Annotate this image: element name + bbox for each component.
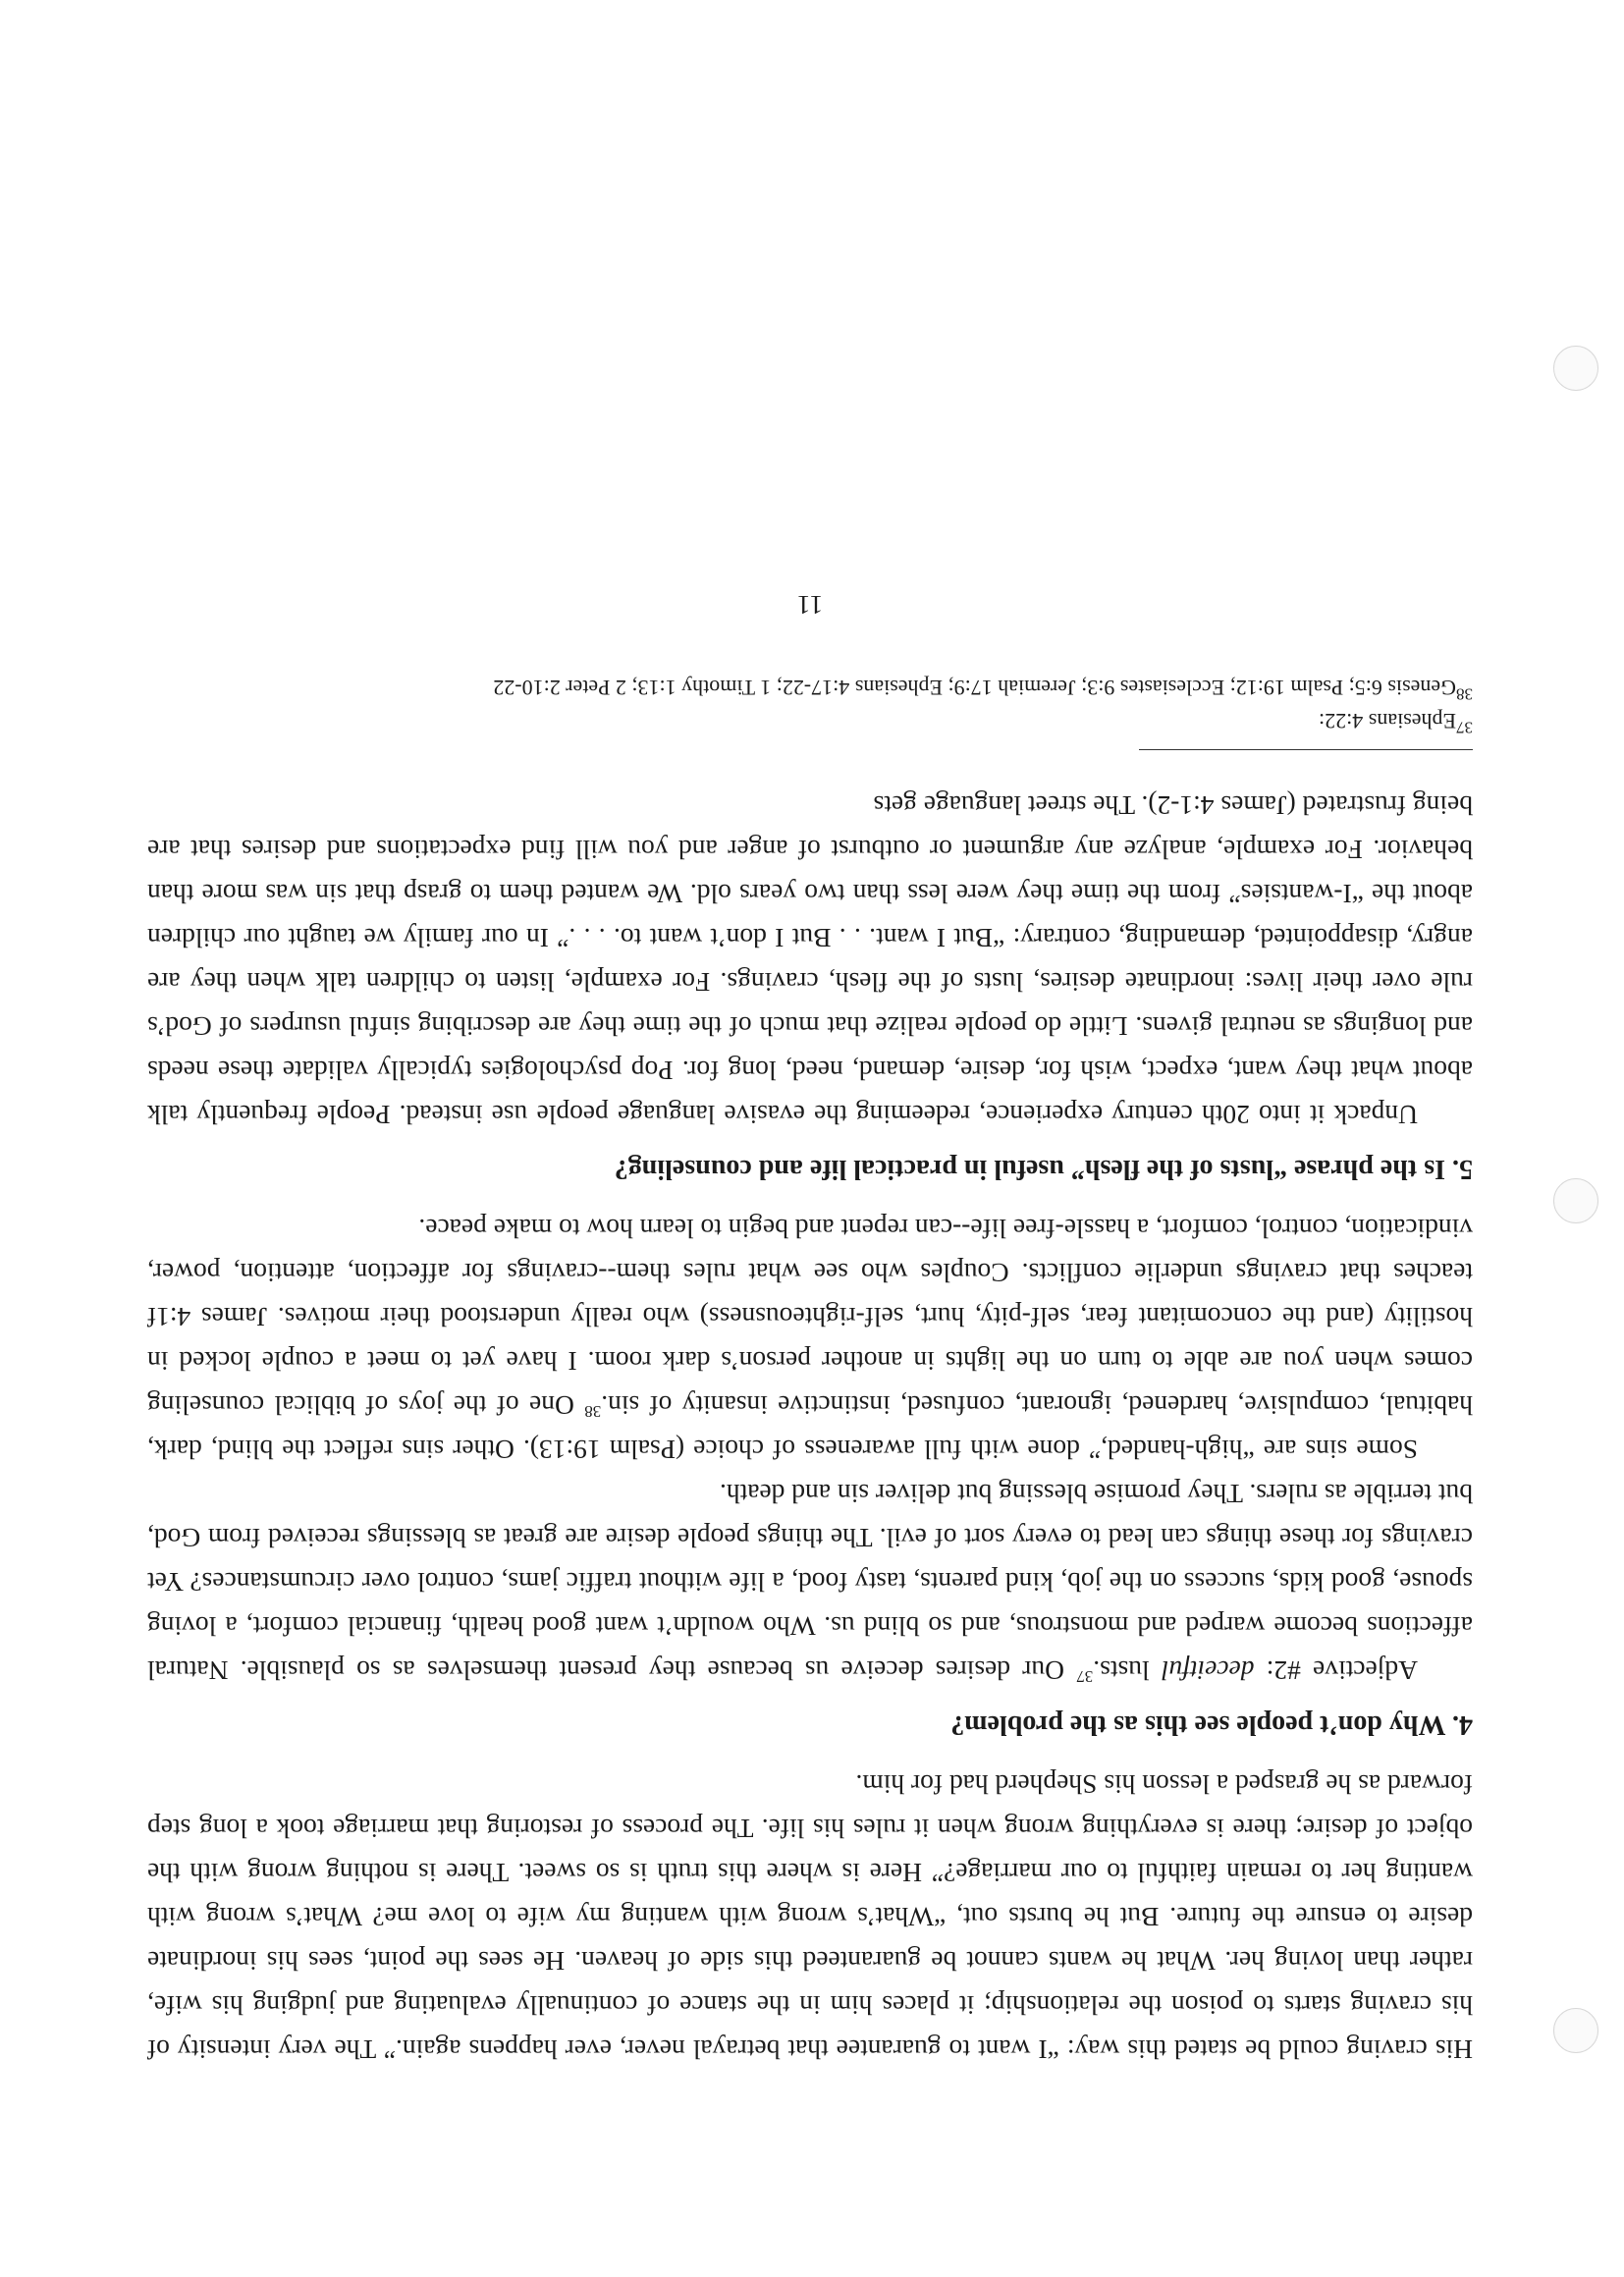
footnote-37 bbox=[147, 704, 1473, 737]
paragraph-3 bbox=[147, 1207, 1473, 1472]
hole-punch-bottom bbox=[1553, 2008, 1598, 2053]
paragraph-3-lead: Some sins are “high-handed,” done with full awareness of choice (Psalm 19:13). Other sins reflect the blind, dark, habitual, compulsive, hardened, ignorant, confused, instinctive insanity of sin. bbox=[147, 1390, 1473, 1465]
footnote-ref-37: 37 bbox=[1076, 1667, 1094, 1687]
paragraph-2 bbox=[147, 1472, 1473, 1693]
paragraph-3-rest: One of the joys of biblical counseling comes when you are able to turn on the lights in another person’s dark room. I have yet to meet a couple locked in hostility (and the concomitant fear, self-pity, hurt, self-righteousness) who really understood their motives. James 4:1f teaches that cravings underlie conflicts. Couples who see what rules them--cravings for affection, attention, power, vindication, control, comfort, a hassle-free life--can repent and begin to learn how to make peace. bbox=[146, 1214, 1473, 1421]
question-4-heading: 4. Why don’t people see this as the problem? bbox=[950, 1709, 1473, 1740]
paragraph-2-rest: Our desires deceive us because they present themselves as so plausible. Natural affections become warped and monstrous, and so blind us. Who wouldn’t want good health, financial comfort, a loving spouse, good kids, success on the job, kind parents, tasty food, a life without traffic jams, control over circumstances? Yet cravings for these things can lead to every sort of evil. The things people desire are great as blessings received from God, but terrible as rulers. They promise blessing but deliver sin and death. bbox=[147, 1479, 1473, 1686]
footnote-38-text: Genesis 6:5; Psalm 19:12; Ecclesiastes 9:3; Jeremiah 17:9; Ephesians 4:17-22; 1 Timothy 1:13; 2 Peter 2:10-22 bbox=[493, 676, 1456, 700]
paragraph-2-after: lusts. bbox=[1093, 1655, 1162, 1686]
footnote-38 bbox=[147, 671, 1473, 704]
page-number: 11 bbox=[796, 590, 824, 621]
hole-punch-top bbox=[1553, 346, 1598, 391]
hole-punch-middle bbox=[1553, 1178, 1598, 1223]
question-5-heading: 5. Is the phrase “lusts of the flesh” useful in practical life and counseling? bbox=[614, 1154, 1473, 1184]
paragraph-2-lead: Adjective #2: bbox=[1254, 1655, 1418, 1686]
footnote-38-number: 38 bbox=[1456, 684, 1473, 704]
footnote-37-number: 37 bbox=[1456, 718, 1473, 737]
footnote-divider bbox=[1139, 749, 1473, 750]
paragraph-2-italic: deceitful bbox=[1161, 1655, 1255, 1686]
page-content bbox=[147, 534, 1473, 2072]
footnote-37-text: Ephesians 4:22: bbox=[1319, 709, 1456, 733]
footnote-ref-38: 38 bbox=[584, 1402, 602, 1422]
paragraph-1: His craving could be stated this way: “I want to guarantee that betrayal never, ever happens again.” The very intensity of his craving starts to poison the relationship; it places him in the stance of continually evaluating and judging his wife, rather than loving her. What he wants cannot be guaranteed this side of heaven. He sees the point, sees his inordinate desire to ensure the future. But he bursts out, “What’s wrong with wanting my wife to love me? What’s wrong with wanting her to remain faithful to our marriage?” Here is where this truth is so sweet. There is nothing wrong with the object of desire; there is everything wrong when it rules his life. The process of restoring that marriage took a long step forward as he grasped a lesson his Shepherd had for him. bbox=[147, 1769, 1473, 2065]
paragraph-4: Unpack it into 20th century experience, redeeming the evasive language people use instead. People frequently talk about what they want, expect, wish for, desire, demand, need, long for. Pop psychologies typically validate these needs and longings as neutral givens. Little do people realize that much of the time they are describing sinful usurpers of God’s rule over their lives: inordinate desires, lusts of the flesh, cravings. For example, listen to children talk when they are angry, disappointed, demanding, contrary: “But I want. . . But I don’t want to. . . .” In our family we taught our children about the “I-wantsies” from the time they were less than two years old. We wanted them to grasp that sin was more than behavior. For example, analyze any argument or outburst of anger and you will find expectations and desires that are being frustrated (James 4:1-2). The street language gets bbox=[147, 790, 1473, 1130]
